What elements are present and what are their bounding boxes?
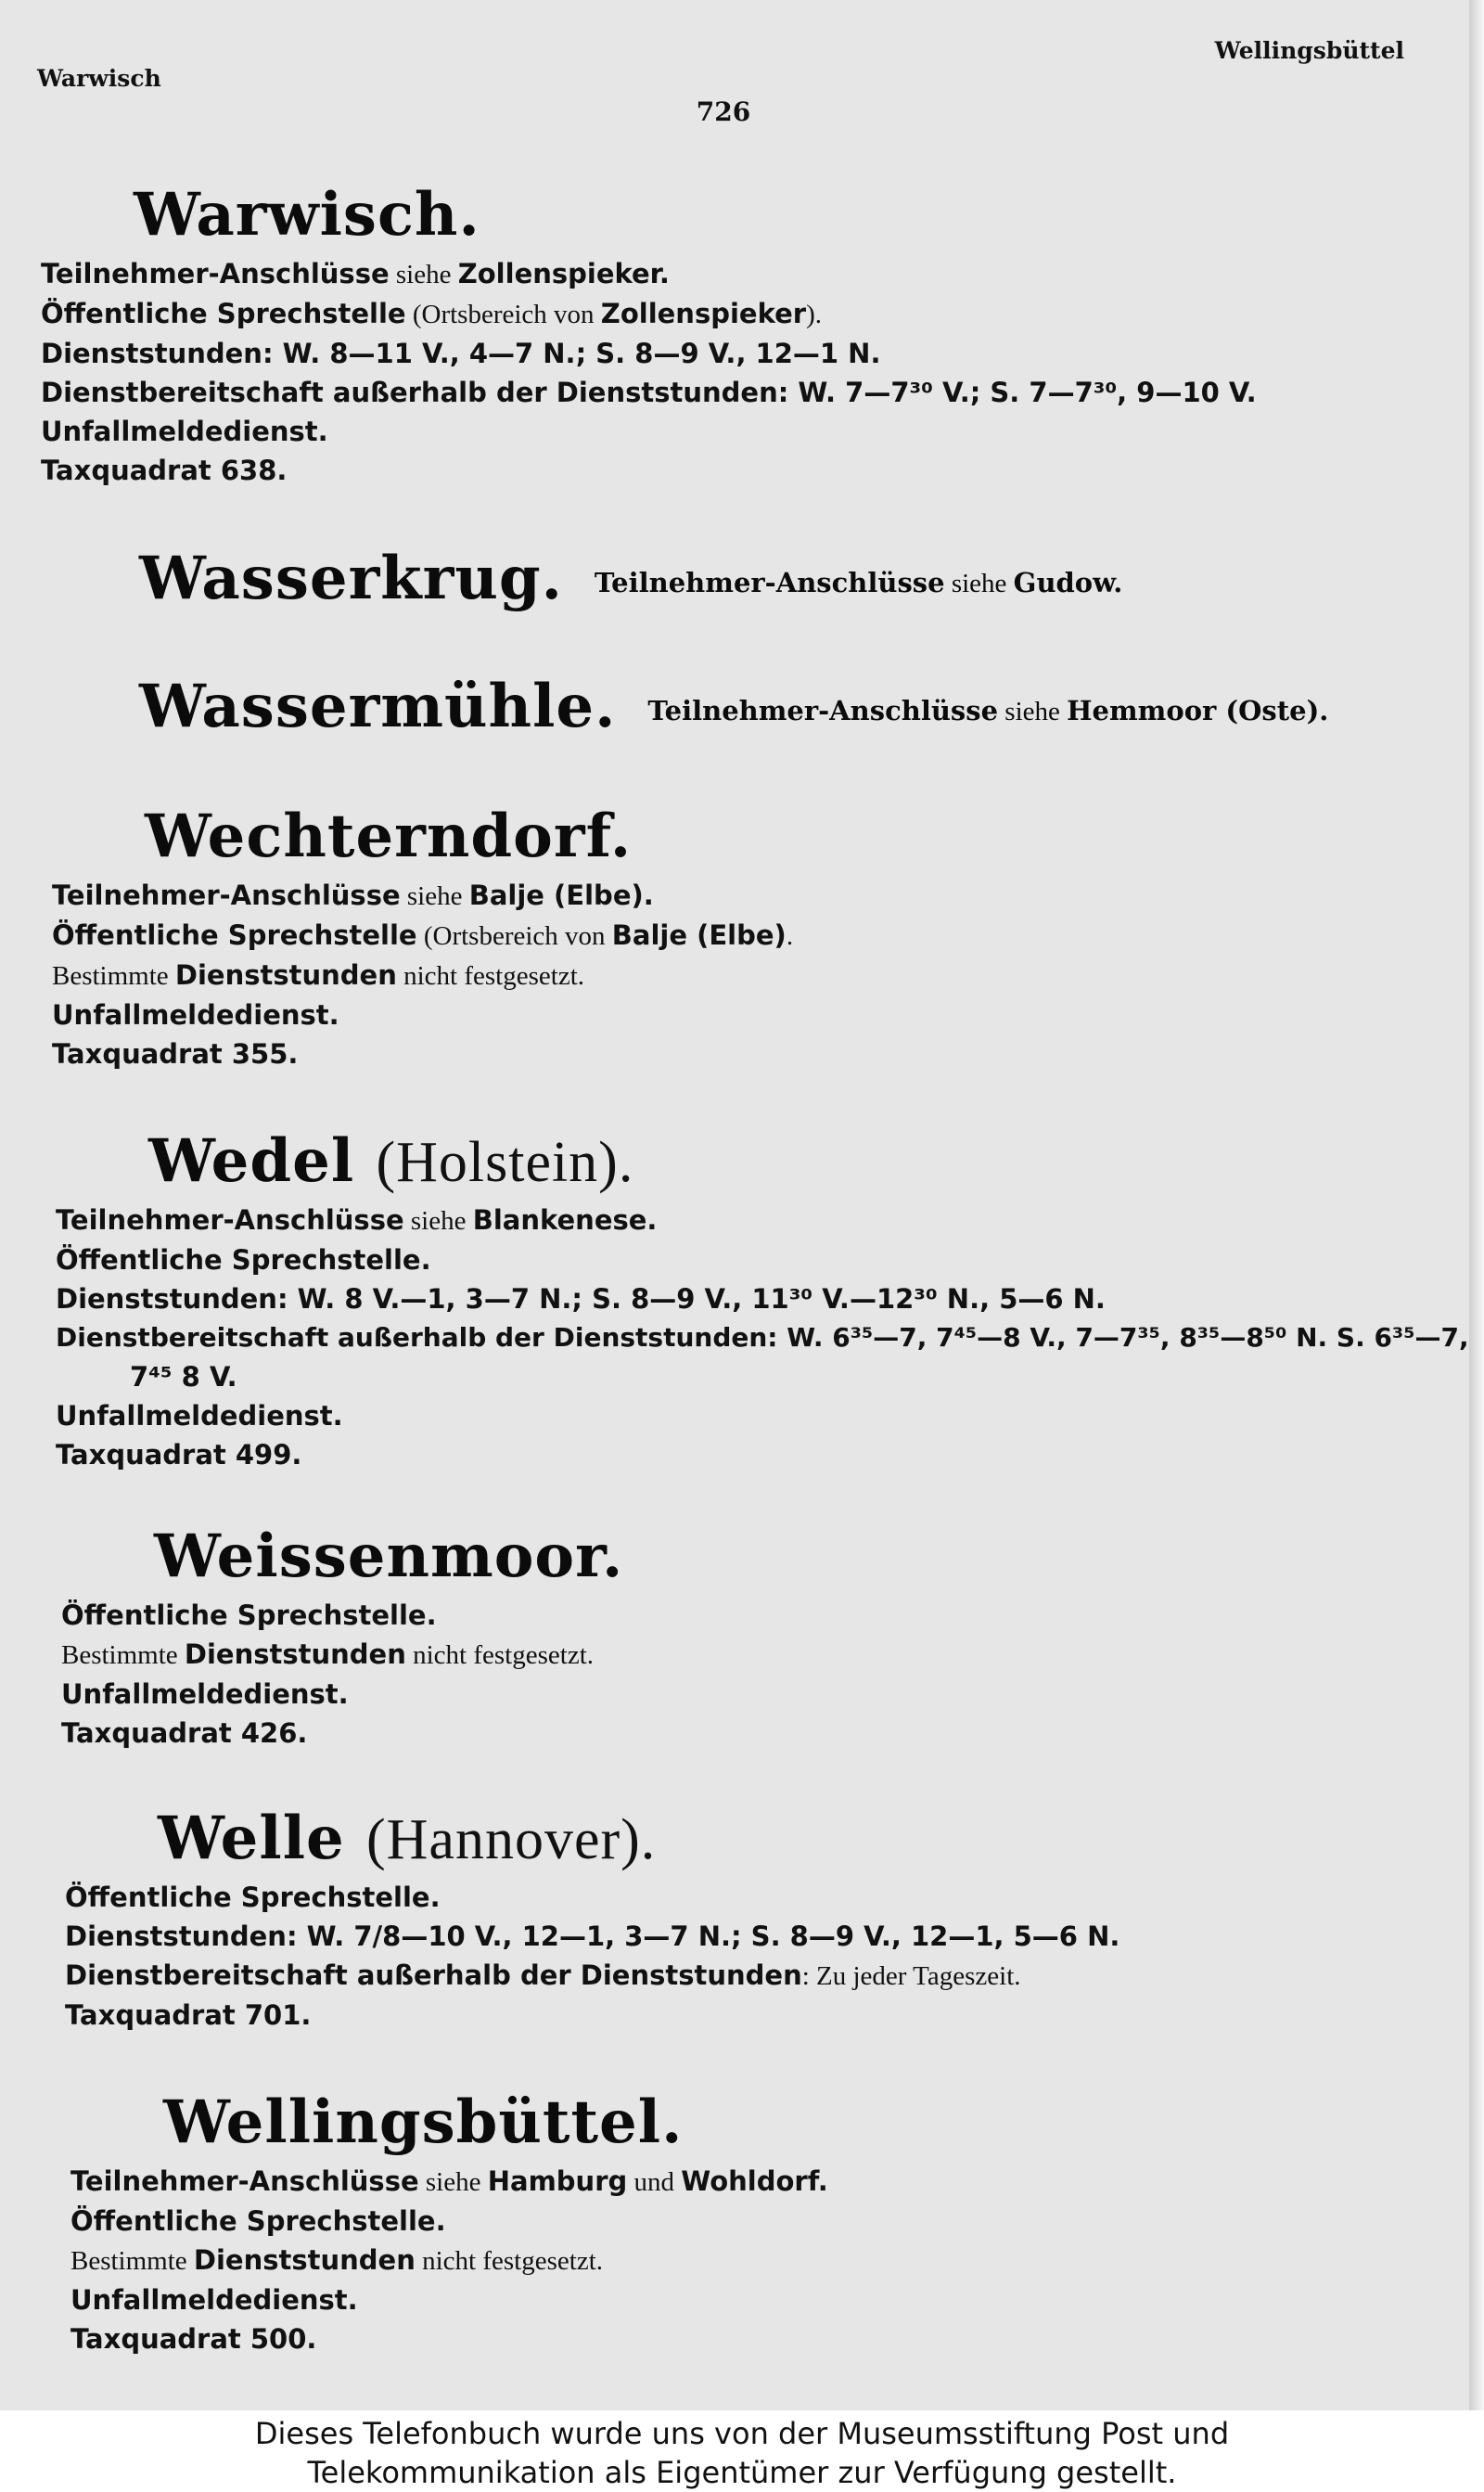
detail-line-continued: 7⁴⁵ 8 V. bbox=[130, 1361, 237, 1393]
detail-line: Öffentliche Sprechstelle. bbox=[65, 1882, 441, 1913]
footer-line-1: Dieses Telefonbuch wurde uns von der Museumsstiftung Post und bbox=[254, 2416, 1230, 2451]
detail-line: Unfallmeldedienst. bbox=[41, 416, 328, 447]
detail-line: Öffentliche Sprechstelle (Ortsbereich von Zollenspieker). bbox=[41, 298, 822, 329]
entry-warwisch bbox=[41, 180, 1257, 490]
entry-wassermuehle bbox=[139, 672, 1329, 741]
place-name: Wedel bbox=[148, 1126, 355, 1196]
detail-line: Taxquadrat 701. bbox=[65, 1999, 312, 2031]
detail-line: Taxquadrat 499. bbox=[56, 1439, 302, 1471]
place-name: Warwisch. bbox=[134, 180, 480, 250]
entry-details bbox=[41, 254, 1257, 490]
detail-line: Öffentliche Sprechstelle. bbox=[70, 2205, 446, 2237]
detail-line: Dienstbereitschaft außerhalb der Dienststunden: W. 6³⁵—7, 7⁴⁵—8 V., 7—7³⁵, 8³⁵—8⁵⁰ N. S. 6³⁵—7, bbox=[56, 1322, 1469, 1353]
detail-line: Dienststunden: W. 8—11 V., 4—7 N.; S. 8—9 V., 12—1 N. bbox=[41, 338, 881, 369]
running-head-left: Warwisch bbox=[37, 65, 161, 92]
footer-notice bbox=[0, 2410, 1484, 2492]
place-name: Weissenmoor. bbox=[154, 1522, 624, 1591]
place-name: Wassermühle. bbox=[139, 672, 617, 741]
entry-details bbox=[52, 876, 793, 1073]
footer-line-2: Telekommunikation als Eigentümer zur Verfügung gestellt. bbox=[307, 2455, 1177, 2490]
detail-line: Taxquadrat 500. bbox=[70, 2323, 317, 2355]
entry-details bbox=[56, 1201, 1469, 1474]
entry-wechterndorf bbox=[52, 802, 794, 1073]
entry-details bbox=[65, 1878, 1119, 2035]
detail-line: Dienstbereitschaft außerhalb der Dienststunden: Zu jeder Tageszeit. bbox=[65, 1959, 1021, 1991]
detail-line: Teilnehmer-Anschlüsse siehe Blankenese. bbox=[56, 1204, 658, 1236]
detail-line: Bestimmte Dienststunden nicht festgesetzt. bbox=[70, 2244, 603, 2276]
entry-wedel bbox=[56, 1126, 1469, 1474]
entry-weissenmoor bbox=[61, 1522, 624, 1753]
entry-welle bbox=[65, 1804, 1120, 2035]
detail-line: Teilnehmer-Anschlüsse siehe Hamburg und Wohldorf. bbox=[70, 2165, 828, 2197]
entry-wasserkrug bbox=[139, 544, 1123, 613]
place-name: Wasserkrug. bbox=[139, 544, 563, 613]
detail-line: Unfallmeldedienst. bbox=[52, 999, 339, 1031]
entry-wellingsbuettel bbox=[70, 2087, 828, 2358]
detail-line: Teilnehmer-Anschlüsse siehe Zollenspieker. bbox=[41, 258, 670, 289]
detail-line: Unfallmeldedienst. bbox=[61, 1678, 349, 1710]
place-name: Wellingsbüttel. bbox=[163, 2087, 684, 2157]
detail-line: Dienststunden: W. 7/8—10 V., 12—1, 3—7 N.; S. 8—9 V., 12—1, 5—6 N. bbox=[65, 1920, 1120, 1952]
detail-line: Öffentliche Sprechstelle (Ortsbereich von Balje (Elbe). bbox=[52, 919, 794, 951]
place-region: (Holstein). bbox=[376, 1131, 634, 1194]
detail-line: Unfallmeldedienst. bbox=[70, 2284, 358, 2316]
detail-line: Dienststunden: W. 8 V.—1, 3—7 N.; S. 8—9 V., 11³⁰ V.—12³⁰ N., 5—6 N. bbox=[56, 1283, 1106, 1315]
page-edge-shadow bbox=[1469, 0, 1484, 2410]
running-head-right: Wellingsbüttel bbox=[1214, 37, 1404, 64]
detail-line: Dienstbereitschaft außerhalb der Dienststunden: W. 7—7³⁰ V.; S. 7—7³⁰, 9—10 V. bbox=[41, 377, 1257, 408]
subscriber-reference: Teilnehmer-Anschlüsse siehe Gudow. bbox=[594, 566, 1123, 598]
place-region: (Hannover). bbox=[366, 1808, 657, 1871]
subscriber-reference: Teilnehmer-Anschlüsse siehe Hemmoor (Oste). bbox=[647, 694, 1329, 726]
detail-line: Teilnehmer-Anschlüsse siehe Balje (Elbe). bbox=[52, 880, 654, 911]
entry-details bbox=[61, 1596, 623, 1753]
place-name: Welle bbox=[158, 1804, 345, 1873]
detail-line: Bestimmte Dienststunden nicht festgesetzt. bbox=[61, 1638, 594, 1670]
detail-line: Taxquadrat 638. bbox=[41, 455, 288, 486]
entry-details bbox=[70, 2162, 828, 2358]
detail-line: Taxquadrat 355. bbox=[52, 1038, 299, 1070]
detail-line: Taxquadrat 426. bbox=[61, 1717, 308, 1749]
detail-line: Unfallmeldedienst. bbox=[56, 1400, 343, 1432]
place-name: Wechterndorf. bbox=[145, 802, 633, 871]
page-number: 726 bbox=[696, 96, 751, 127]
detail-line: Öffentliche Sprechstelle. bbox=[61, 1599, 437, 1631]
detail-line: Öffentliche Sprechstelle. bbox=[56, 1244, 431, 1276]
detail-line: Bestimmte Dienststunden nicht festgesetzt. bbox=[52, 959, 584, 991]
